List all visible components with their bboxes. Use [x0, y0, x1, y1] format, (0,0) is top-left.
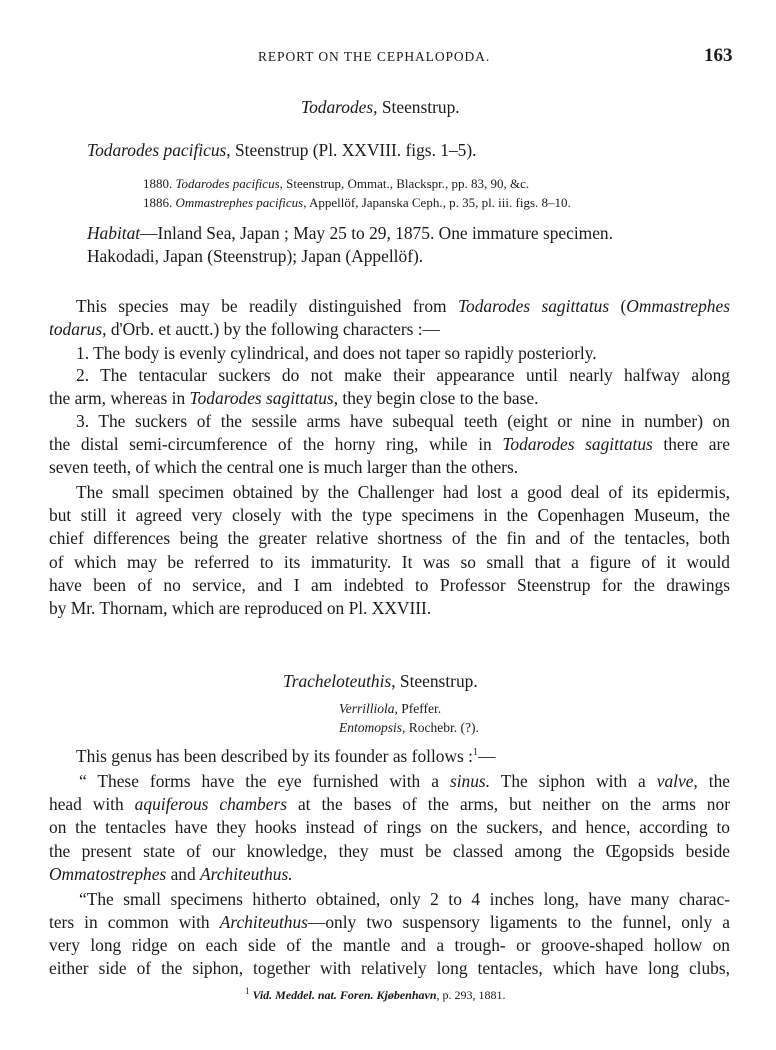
synonymy-reference: 1886. Ommastrephes pacificus, Appellöf, Japanska Ceph., p. 35, pl. iii. figs. 8–10.	[143, 195, 571, 210]
page-number: 163	[704, 45, 733, 66]
species-heading	[87, 142, 477, 159]
text-line: of which may be referred to its immaturity. It was so small that a figure of it would	[49, 552, 730, 572]
footnote-source: Vid. Meddel. nat. Foren. Kjøbenhavn	[252, 988, 437, 1002]
running-title: REPORT ON THE CEPHALOPODA.	[258, 49, 491, 64]
quote-line: on the tentacles have they hooks instead of rings on the suckers, and hence, according to	[49, 817, 730, 837]
quote-line: head with aquiferous chambers at the bases of the arms, but neither on the arms nor	[49, 794, 730, 814]
synonym-line: Entomopsis, Rochebr. (?).	[339, 720, 479, 735]
text-line: by Mr. Thornam, which are reproduced on Pl. XXVIII.	[49, 598, 432, 618]
text-line: the distal semi-circumference of the horny ring, while in Todarodes sagittatus there are	[49, 434, 730, 454]
genus-name: Tracheloteuthis	[283, 671, 392, 691]
footnote-pages: , p. 293, 1881.	[436, 988, 506, 1002]
genus-heading-todarodes	[301, 99, 460, 116]
text-line: have been of no service, and I am indebted to Professor Steenstrup for the drawings	[49, 575, 730, 595]
quote-line: Ommatostrephes and Architeuthus.	[49, 864, 293, 884]
text-line: The small specimen obtained by the Challenger had lost a good deal of its epidermis,	[76, 482, 730, 502]
habitat-line: Habitat—Inland Sea, Japan ; May 25 to 29, 1875. One immature specimen.	[87, 223, 613, 243]
species-name: Todarodes pacificus	[87, 140, 227, 160]
footnote-mark: 1	[473, 747, 479, 759]
text-line: This genus has been described by its founder as follows :$^1$—	[76, 746, 496, 766]
synonymy-reference: 1880. Todarodes pacificus, Steenstrup, Ommat., Blackspr., pp. 83, 90, &c.	[143, 176, 530, 191]
footnote	[245, 987, 506, 1001]
text-line: but still it agreed very closely with the type specimens in the Copenhagen Museum, the	[49, 505, 730, 525]
genus-heading-tracheloteuthis	[283, 673, 478, 690]
text-line: This species may be readily distinguished from Todarodes sagittatus (Ommastrephes	[76, 296, 730, 316]
quote-line: either side of the siphon, together with relatively long tentacles, which have long clubs,	[49, 958, 730, 978]
synonym-line: Verrilliola, Pfeffer.	[339, 701, 442, 716]
text-line: the arm, whereas in Todarodes sagittatus, they begin close to the base.	[49, 388, 539, 408]
text-line: seven teeth, of which the central one is much larger than the others.	[49, 457, 519, 477]
genus-name: Todarodes	[301, 97, 374, 117]
habitat-label: Habitat	[87, 223, 141, 243]
text-line: chief differences being the greater relative shortness of the fin and of the tentacles, both	[49, 528, 730, 548]
quote-line: the present state of our knowledge, they must be classed among the Œgopsids beside	[49, 841, 730, 861]
page-header	[0, 46, 776, 68]
quote-line: ters in common with Architeuthus—only two suspensory ligaments to the funnel, only a	[49, 912, 730, 932]
character-item: 3. The suckers of the sessile arms have subequal teeth (eight or nine in number) on	[76, 411, 730, 431]
species-author: , Steenstrup (Pl. XXVIII. figs. 1–5).	[226, 140, 477, 160]
quote-line: “The small specimens hitherto obtained, only 2 to 4 inches long, have many charac-	[79, 889, 730, 909]
text-line: todarus, d'Orb. et auctt.) by the following characters :—	[49, 319, 440, 339]
footnote-number: 1	[245, 986, 250, 996]
quote-line: “ These forms have the eye furnished with a sinus. The siphon with a valve, the	[79, 771, 731, 791]
character-item: 2. The tentacular suckers do not make their appearance until nearly halfway along	[76, 365, 730, 385]
genus-author: , Steenstrup.	[391, 671, 478, 691]
quote-line: very long ridge on each side of the mantle and a trough- or groove-shaped hollow on	[49, 935, 730, 955]
genus-author: , Steenstrup.	[373, 97, 460, 117]
habitat-line: Hakodadi, Japan (Steenstrup); Japan (Appellöf).	[87, 246, 424, 266]
character-item: 1. The body is evenly cylindrical, and does not taper so rapidly posteriorly.	[76, 343, 597, 363]
